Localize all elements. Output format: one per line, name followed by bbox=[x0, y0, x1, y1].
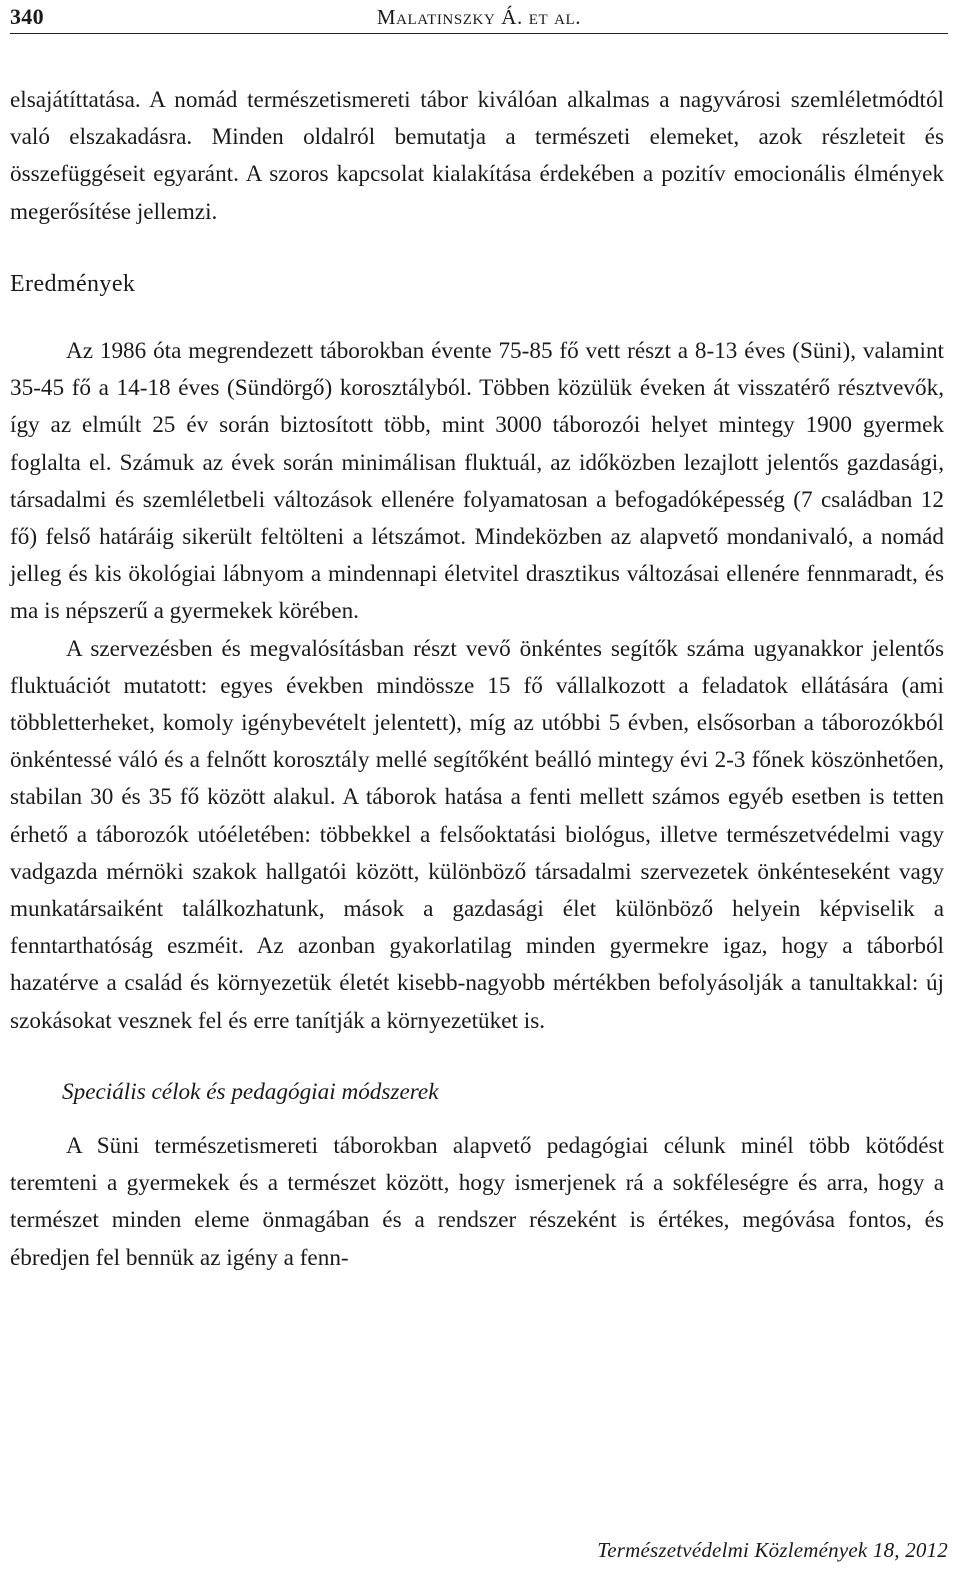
section-heading: Eredmények bbox=[10, 270, 136, 297]
intro-paragraph: elsajátíttatása. A nomád természetismereti tábor kiválóan alkalmas a nagyvárosi szemléletmódtól való elszakadásra. Minden oldalról bemutatja a természeti elemeket, azok részleteit és összefüggéseit egyaránt. A szoros kapcsolat kialakítása érdekében a pozitív emocionális élmények megerősítése jellemzi. bbox=[10, 87, 944, 225]
results-paragraph-1: Az 1986 óta megrendezett táborokban évente 75-85 fő vett részt a 8-13 éves (Süni), valamint 35-45 fő a 14-18 éves (Sündörgő) korosztályból. Többen közülük éveken át visszatérő résztvevők, így az elmúlt 25 év során biztosított több, mint 3000 táborozói helyet mintegy 1900 gyermek foglalta el. Számuk az évek során minimálisan fluktuál, az időközben lezajlott jelentős gazdasági, társadalmi és szemléletbeli változások ellenére folyamatosan a befogadóképesség (7 családban 12 fő) felső határáig sikerült feltölteni a létszámot. Mindeközben az alapvető mondanivaló, a nomád jelleg és kis ökológiai lábnyom a mindennapi életvitel drasztikus változásai ellenére fennmaradt, és ma is népszerű a gyermekek körében. bbox=[10, 338, 944, 625]
results-paragraph-2: A szervezésben és megvalósításban részt vevő önkéntes segítők száma ugyanakkor jelentős fluktuációt mutatott: egyes években mindössze 15 fő vállalkozott a feladatok ellátására (ami többletterheket, komoly igénybevételt jelentett), míg az utóbbi 5 évben, elsősorban a táborozókból önkéntessé váló és a felnőtt korosztály mellé segítőként beálló mintegy évi 2-3 főnek köszönhetően, stabilan 30 és 35 fő között alakul. A táborok hatása a fenti mellett számos egyéb esetben is tetten érhető a táborozók utóéletében: többekkel a felsőoktatási biológus, illetve természetvédelmi vagy vadgazda mérnöki szakok hallgatói között, különböző társadalmi szervezetek önkénteseként vagy munkatársaiként találkozhatunk, mások a gazdasági élet különböző helyein képviselik a fenntarthatóság eszméit. Az azonban gyakorlatilag minden gyermekre igaz, hogy a táborból hazatérve a család és környezetük életét kisebb-nagyobb mértékben befolyásolják a tanultakkal: új szokásokat vesznek fel és erre tanítják a környezetüket is. bbox=[10, 635, 944, 1034]
page-number: 340 bbox=[10, 4, 44, 29]
subsection-paragraph: A Süni természetismereti táborokban alapvető pedagógiai célunk minél több kötődést teremteni a gyermekek és a természet között, hogy ismerjenek rá a sokféleségre és arra, hogy a természet minden eleme önmagában és a rendszer részeként is értékes, megóvása fontos, és ébredjen fel bennük az igény a fenn- bbox=[10, 1133, 944, 1271]
page-footer: Természetvédelmi Közlemények 18, 2012 bbox=[597, 1538, 948, 1562]
subsection-heading: Speciális célok és pedagógiai módszerek bbox=[62, 1078, 439, 1105]
page-header bbox=[10, 0, 948, 34]
running-head: Malatinszky Á. et al. bbox=[376, 5, 582, 29]
page-body bbox=[10, 82, 944, 1277]
